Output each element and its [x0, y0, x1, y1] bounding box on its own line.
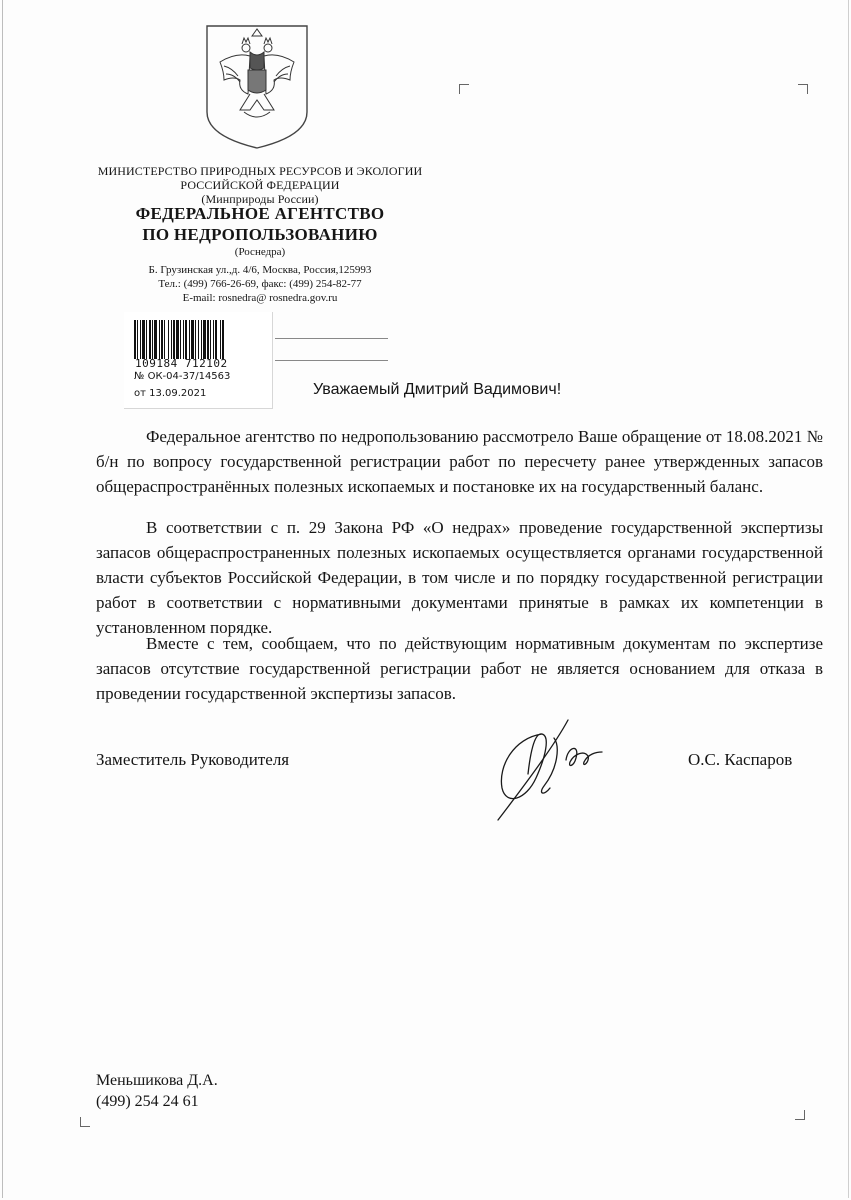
addressee-corner-top-left [459, 84, 469, 94]
address: Б. Грузинская ул.,д. 4/6, Москва, Россия,125993 [148, 264, 372, 276]
reference-line [275, 338, 388, 339]
paragraph-text: Вместе с тем, сообщаем, что по действующим нормативным документам по экспертизе запасов отсутствие государственной регистрации работ не является основанием для отказа в проведении государственной экспертизы запасов. [96, 634, 823, 703]
salutation: Уважаемый Дмитрий Вадимович! [313, 381, 562, 398]
agency-abbr: (Роснедра) [234, 246, 286, 258]
agency-name [90, 204, 430, 245]
coat-of-arms-icon [204, 22, 310, 150]
contacts [90, 263, 430, 305]
registration-date: от 13.09.2021 [134, 388, 207, 399]
letter-paragraph-2 [96, 515, 823, 640]
barcode-digits: 109184 712102 [135, 357, 228, 370]
addressee-corner-top-right [798, 84, 808, 94]
email: E-mail: rosnedra@ rosnedra.gov.ru [182, 292, 338, 305]
page-corner-bottom-left [80, 1117, 90, 1127]
executor-phone: (499) 254 24 61 [96, 1093, 199, 1110]
reference-line [275, 360, 388, 361]
signatory-title: Заместитель Руководителя [96, 750, 290, 769]
letter-paragraph-3 [96, 631, 823, 706]
agency-line-2: ПО НЕДРОПОЛЬЗОВАНИЮ [142, 224, 378, 244]
ministry-line-2: РОССИЙСКОЙ ФЕДЕРАЦИИ [180, 178, 340, 193]
signatory-name: О.С. Каспаров [688, 750, 793, 769]
registration-stamp [124, 312, 273, 409]
barcode-icon [134, 320, 262, 359]
phones: Тел.: (499) 766-26-69, факс: (499) 254-82-77 [158, 278, 362, 291]
page-corner-bottom-right [795, 1110, 805, 1120]
ministry-name [90, 164, 430, 206]
ministry-line-1: МИНИСТЕРСТВО ПРИРОДНЫХ РЕСУРСОВ И ЭКОЛОГИИ [97, 164, 423, 178]
paragraph-text: В соответствии с п. 29 Закона РФ «О недрах» проведение государственной экспертизы запасов общераспространенных полезных ископаемых осуществляется органами государственной власти субъектов Российской Федерации, в том числе и по порядку государственной регистрации работ в соответствии с нормативными документами принятые в рамках их компетенции в установленном порядке. [96, 518, 823, 637]
registration-number: № ОК-04-37/14563 [134, 371, 231, 382]
executor-info [96, 1070, 218, 1112]
handwritten-signature [484, 716, 624, 826]
agency-line-1: ФЕДЕРАЛЬНОЕ АГЕНТСТВО [135, 204, 385, 223]
letter-paragraph-1 [96, 424, 823, 499]
paragraph-text: Федеральное агентство по недропользованию рассмотрело Ваше обращение от 18.08.2021 № б/н по вопросу государственной регистрации работ по пересчету ранее утвержденных запасов общераспространённых полезных ископаемых и постановке их на государственный баланс. [96, 427, 823, 496]
ministry-abbr: (Минприроды России) [201, 192, 319, 207]
executor-name: Меньшикова Д.А. [96, 1072, 218, 1089]
